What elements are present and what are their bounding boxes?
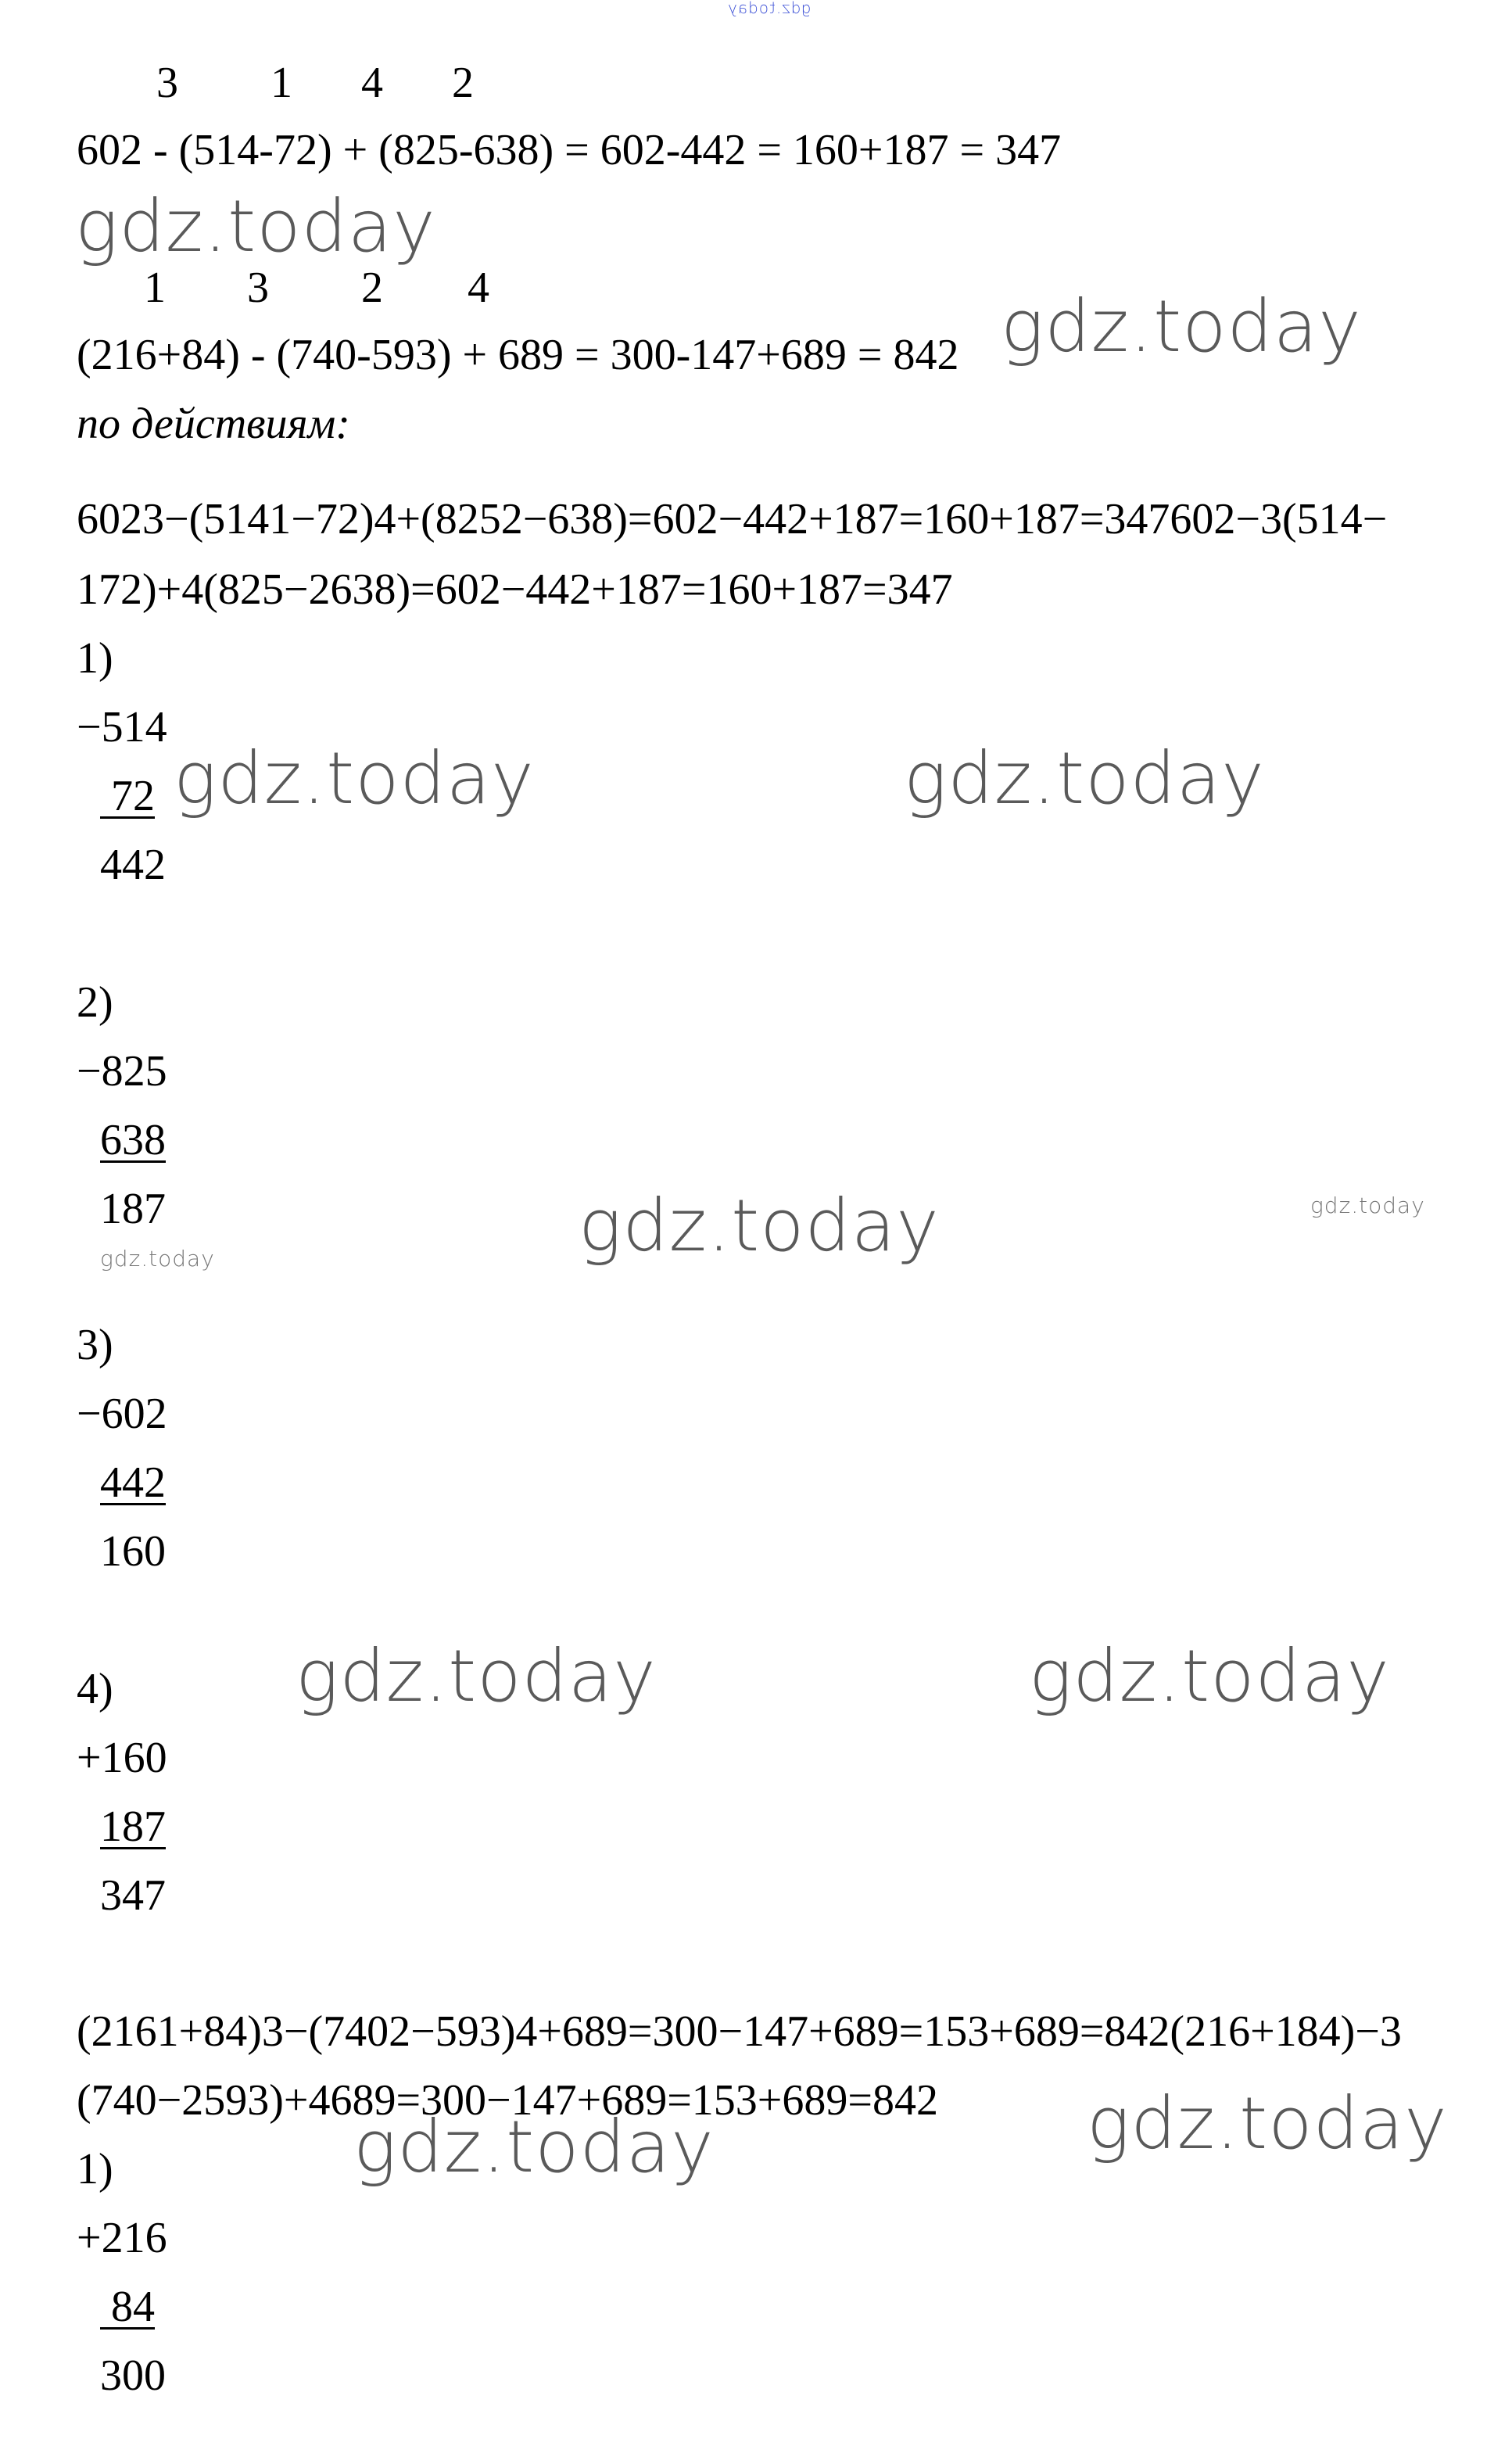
watermark: gdz.today — [904, 737, 1265, 820]
watermark: gdz.today — [1310, 1193, 1425, 1218]
step-result: 187 — [100, 1185, 166, 1233]
step-minuend: −602 — [77, 1390, 167, 1438]
order-number: 4 — [468, 264, 489, 312]
step-label: 4) — [77, 1665, 113, 1713]
math-line: (2161+84)3−(7402−593)4+689=300−147+689=153+689=842(216+184)−3 — [77, 2007, 1402, 2056]
order-number: 3 — [156, 59, 178, 107]
step-result: 160 — [100, 1527, 166, 1576]
step-minuend: +160 — [77, 1734, 167, 1782]
watermark: gdz.today — [579, 1184, 940, 1268]
order-number: 2 — [361, 264, 383, 312]
step-subtrahend: 72 — [100, 772, 155, 820]
step-label: 1) — [77, 2145, 113, 2193]
step-label: 3) — [77, 1321, 113, 1369]
order-number: 1 — [144, 264, 166, 312]
step-result: 347 — [100, 1871, 166, 1920]
watermark-top: gdz.today — [727, 0, 812, 17]
watermark: gdz.today — [100, 1246, 215, 1272]
watermark: gdz.today — [1029, 1634, 1390, 1718]
step-addend: +216 — [77, 2214, 167, 2262]
expression-1: 602 - (514-72) + (825-638) = 602-442 = 160+187 = 347 — [77, 126, 1062, 174]
expression-2: (216+84) - (740-593) + 689 = 300-147+689 = 842 — [77, 331, 959, 379]
math-line: (740−2593)+4689=300−147+689=153+689=842 — [77, 2076, 938, 2125]
step-result: 300 — [100, 2351, 166, 2400]
watermark: gdz.today — [174, 737, 535, 820]
math-line: 172)+4(825−2638)=602−442+187=160+187=347 — [77, 565, 953, 614]
step-minuend: −825 — [77, 1047, 167, 1096]
math-line: 6023−(5141−72)4+(8252−638)=602−442+187=160+187=347602−3(514− — [77, 495, 1388, 543]
step-addend: 84 — [100, 2283, 155, 2331]
step-minuend: −514 — [77, 703, 167, 751]
step-label: 2) — [77, 978, 113, 1027]
order-number: 2 — [452, 59, 474, 107]
watermark: gdz.today — [1001, 285, 1362, 368]
watermark: gdz.today — [296, 1634, 657, 1718]
step-subtrahend: 442 — [100, 1458, 166, 1507]
step-result: 442 — [100, 841, 166, 889]
by-steps-heading: по действиям: — [77, 400, 350, 448]
order-number: 1 — [271, 59, 292, 107]
order-number: 3 — [247, 264, 269, 312]
step-label: 1) — [77, 634, 113, 683]
watermark: gdz.today — [1087, 2082, 1448, 2165]
watermark: gdz.today — [75, 185, 436, 268]
step-subtrahend: 638 — [100, 1116, 166, 1164]
order-number: 4 — [361, 59, 383, 107]
watermark: gdz.today — [353, 2105, 715, 2189]
step-subtrahend: 187 — [100, 1802, 166, 1851]
